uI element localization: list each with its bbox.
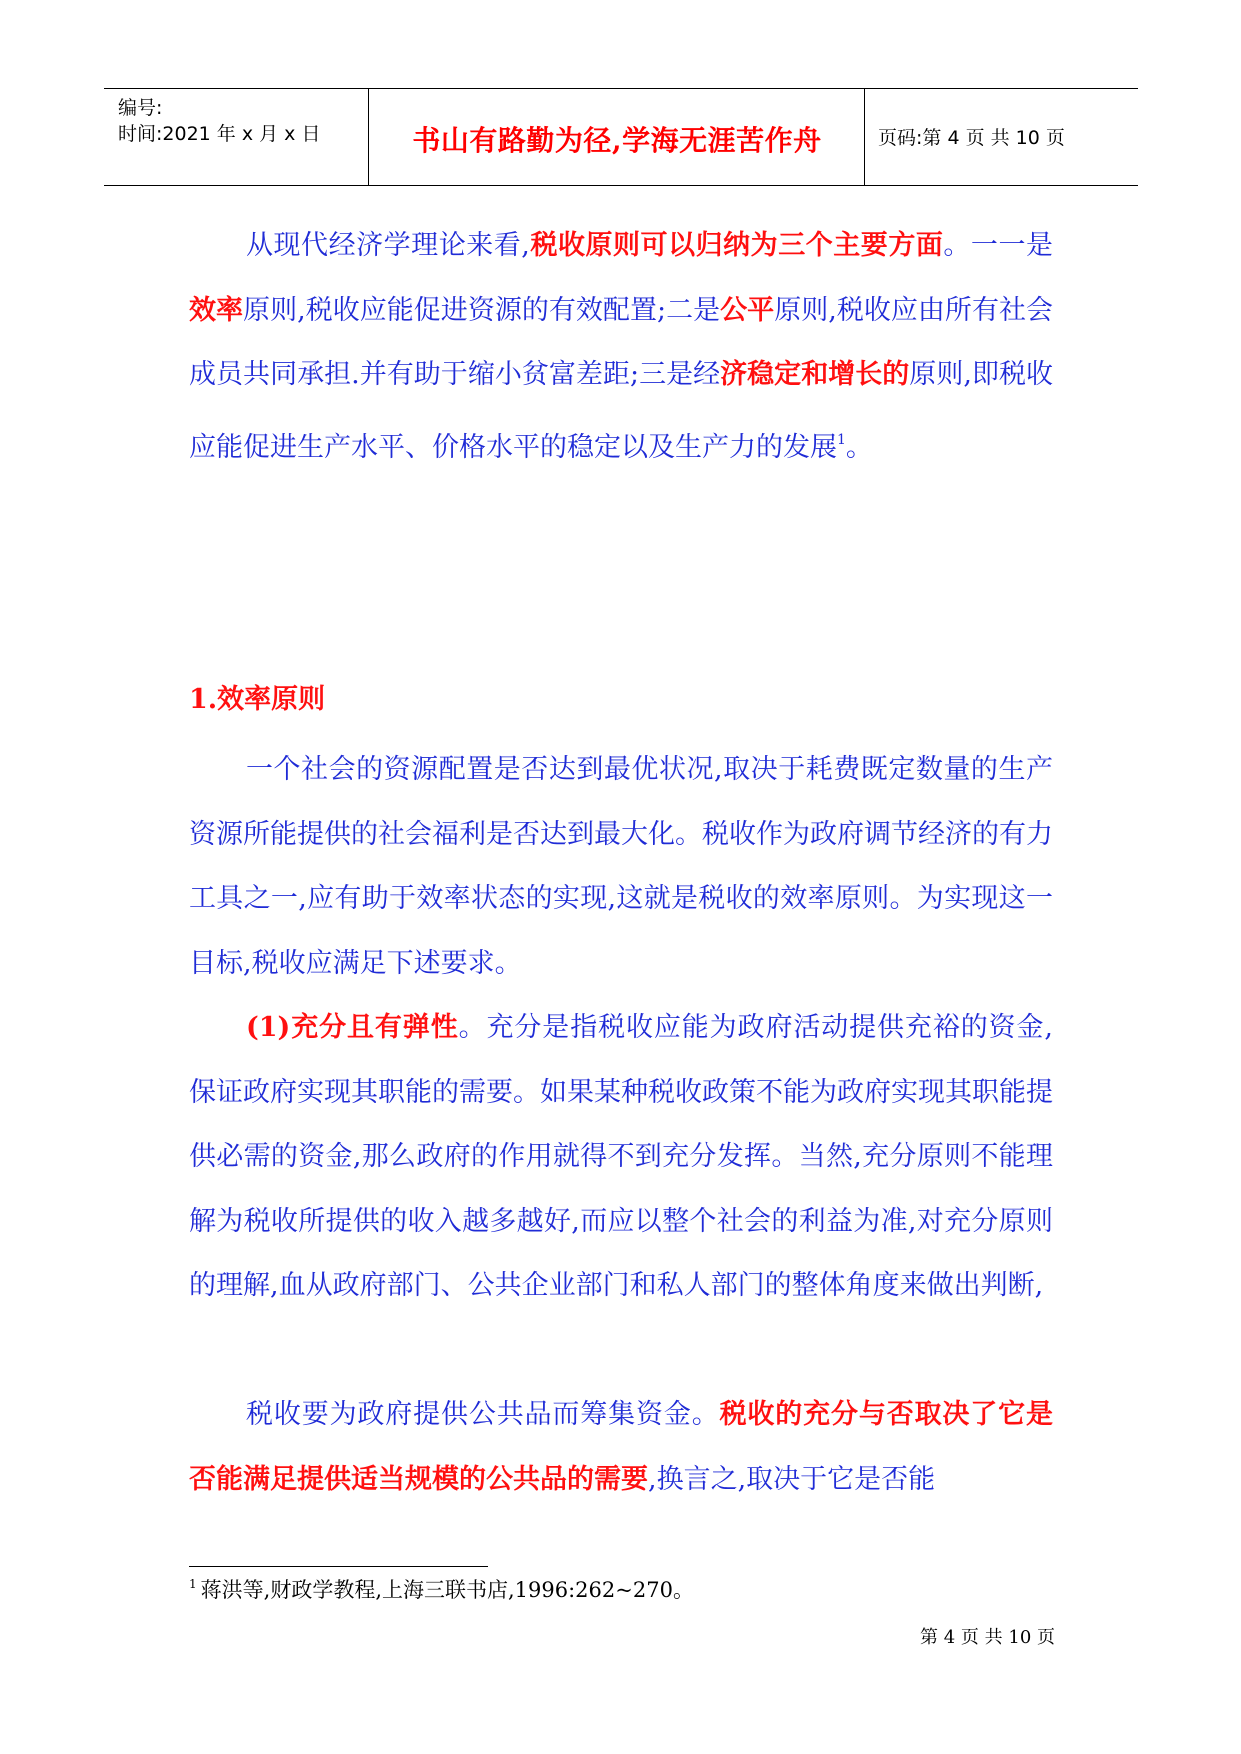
p1-emphasis-fairness: 公平 (720, 294, 775, 326)
footnote-divider (189, 1566, 488, 1567)
p1-emphasis-stability: 济稳定和增长的 (720, 359, 910, 390)
p4-text-c: ,换言之,取决于它是否能 (648, 1463, 936, 1495)
document-time-label: 时间:2021 年 x 月 x 日 (118, 123, 321, 145)
p1-text-i: 原则,即税收应能促进生产水平、价格水平的稳定以及生产力的发展 (189, 359, 1053, 463)
paragraph-tax-principles (189, 214, 1053, 480)
p1-emphasis-three-aspects: 税收原则可以归纳为三个主要方面 (529, 230, 944, 261)
p3-emphasis-sufficiency: (1)充分且有弹性 (246, 1012, 459, 1043)
p1-text-end: 。 (845, 431, 873, 463)
header-left-cell (104, 89, 369, 185)
p1-text-e: 原则,税收应能促进资源的有效配置;二是 (243, 294, 721, 326)
document-number-label: 编号: (118, 97, 163, 119)
paragraph-resource-allocation: 一个社会的资源配置是否达到最优状况,取决于耗费既定数量的生产资源所能提供的社会福利是否达到最大化。税收作为政府调节经济的有力工具之一,应有助于效率状态的实现,这就是税收的效率原则。为实现这一目标,税收应满足下述要求。 (189, 754, 1053, 979)
paragraph-sufficiency (189, 996, 1053, 1319)
header-page-number: 页码:第 4 页 共 10 页 (878, 127, 1065, 149)
p4-text-a: 税收要为政府提供公共品而筹集资金。 (246, 1399, 720, 1430)
paragraph-public-goods (189, 1383, 1053, 1512)
header-table (104, 88, 1138, 186)
header-motto: 书山有路勤为径,学海无涯苦作舟 (412, 124, 822, 157)
p1-text-c: 。一一是 (943, 230, 1053, 261)
footnote-text: 蒋洪等,财政学教程,上海三联书店,1996:262~270。 (200, 1578, 694, 1602)
p1-text-a: 从现代经济学理论来看, (246, 230, 530, 261)
p1-emphasis-efficiency: 效率 (189, 294, 244, 326)
header-right-cell (866, 89, 1138, 185)
p4-emphasis-public-goods: 税收的充分与否取决了它是否能满足提供适当规模的公共品的需要 (189, 1399, 1054, 1495)
footnote (189, 1574, 694, 1604)
p3-text-b: 。充分是指税收应能为政府活动提供充裕的资金,保证政府实现其职能的需要。如果某种税收政策不能为政府实现其职能提供必需的资金,那么政府的作用就得不到充分发挥。当然,充分原则不能理解为税收所提供的收入越多越好,而应以整个社会的利益为准,对充分原则的理解,血从政府部门、公共企业部门和私人部门的整体角度来做出判断, (189, 1012, 1053, 1301)
section-heading-efficiency: 1.效率原则 (189, 684, 326, 715)
header-center-cell (370, 89, 865, 185)
footnote-reference[interactable]: 1 (837, 431, 846, 448)
footnote-mark: 1 (189, 1577, 197, 1591)
p1-text-g: 原则,税收应由所有社会成员共同承担.并有助于缩小贫富差距;三是经 (189, 294, 1053, 390)
page-footer: 第 4 页 共 10 页 (920, 1627, 1055, 1648)
